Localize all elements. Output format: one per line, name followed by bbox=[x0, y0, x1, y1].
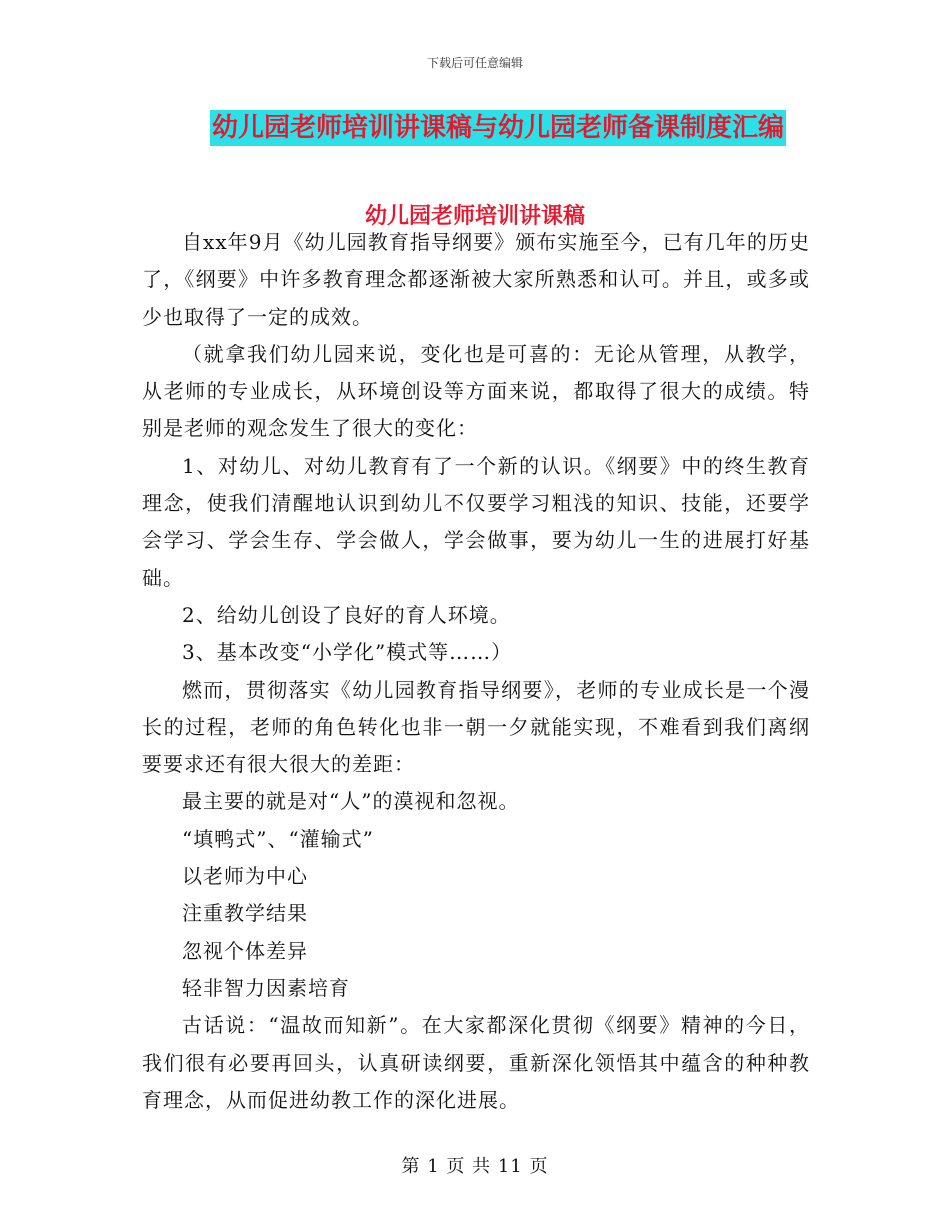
paragraph: 忽视个体差异 bbox=[182, 938, 308, 963]
paragraph: “填鸭式”、“灌输式” bbox=[182, 826, 374, 851]
header-note: 下载后可任意编辑 bbox=[426, 56, 523, 70]
paragraph: （就拿我们幼儿园来说，变化也是可喜的：无论从管理，从教学，从老师的专业成长，从环境创设等方面来说，都取得了很大的成绩。特别是老师的观念发生了很大的变化： bbox=[142, 341, 810, 441]
paragraph: 最主要的就是对“人”的漠视和忽视。 bbox=[182, 789, 520, 814]
section-title: 幼儿园老师培训讲课稿 bbox=[364, 204, 585, 229]
paragraph: 古话说：“温故而知新”。在大家都深化贯彻《纲要》精神的今日，我们很有必要再回头，认真研读纲要，重新深化领悟其中蕴含的种种教育理念，从而促进幼教工作的深化进展。 bbox=[142, 1013, 810, 1112]
paragraph: 轻非智力因素培育 bbox=[182, 975, 350, 1000]
page-number: 第 1 页 共 11 页 bbox=[401, 1156, 549, 1177]
paragraph: 1、对幼儿、对幼儿教育有了一个新的认识。《纲要》中的终生教育理念，使我们清醒地认识到幼儿不仅要学习粗浅的知识、技能，还要学会学习、学会生存、学会做人，学会做事，要为幼儿一生的进展打好基础。 bbox=[142, 453, 810, 590]
main-title: 幼儿园老师培训讲课稿与幼儿园老师备课制度汇编 bbox=[210, 110, 786, 146]
paragraph: 2、给幼儿创设了良好的育人环境。 bbox=[182, 602, 511, 627]
paragraph: 以老师为中心 bbox=[182, 864, 308, 889]
document-body bbox=[142, 224, 810, 1119]
paragraph: 自xx年9月《幼儿园教育指导纲要》颁布实施至今，已有几年的历史了，《纲要》中许多教育理念都逐渐被大家所熟悉和认可。并且，或多或少也取得了一定的成效。 bbox=[142, 230, 810, 329]
paragraph: 3、基本改变“小学化”模式等……） bbox=[182, 640, 513, 665]
main-title-container bbox=[0, 110, 950, 146]
paragraph: 燃而，贯彻落实《幼儿园教育指导纲要》，老师的专业成长是一个漫长的过程，老师的角色转化也非一朝一夕就能实现，不难看到我们离纲要要求还有很大很大的差距： bbox=[142, 677, 810, 777]
paragraph: 注重教学结果 bbox=[182, 901, 308, 926]
